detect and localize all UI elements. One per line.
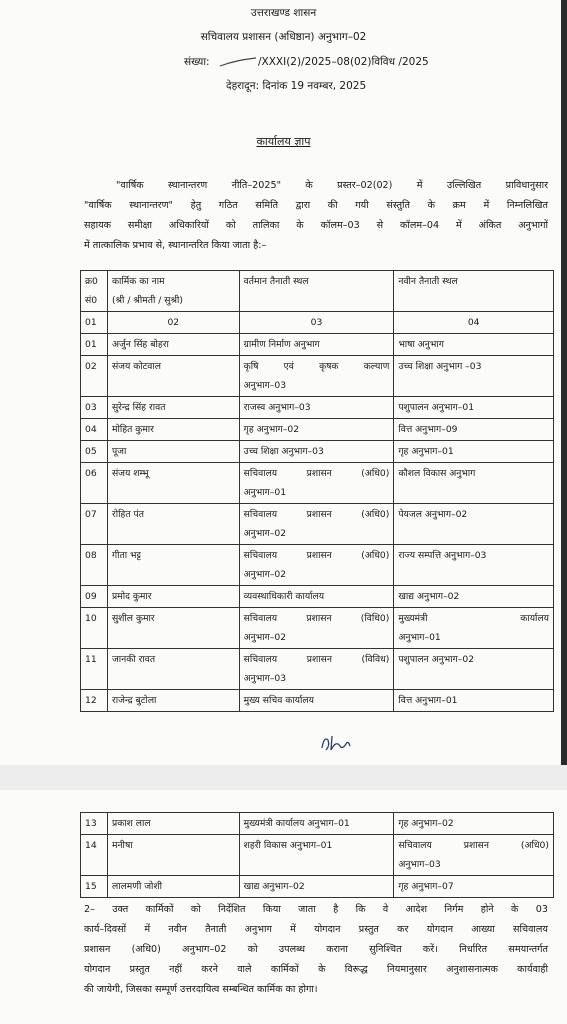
transfer-table-continued xyxy=(80,812,554,898)
new-posting-cell xyxy=(394,334,554,356)
new-posting-cell xyxy=(394,835,554,876)
intro-paragraph xyxy=(84,176,548,256)
new-posting-cell-line: गृह अनुभाग–01 xyxy=(398,446,454,457)
sno-cell: 12 xyxy=(81,690,108,712)
current-posting-cell-line: व्यवस्थाधिकारी कार्यालय xyxy=(243,591,325,602)
current-posting-cell-line: उच्च शिक्षा अनुभाग–03 xyxy=(243,446,324,457)
table-row xyxy=(81,690,554,712)
name-cell: जानकी रावत xyxy=(107,649,239,690)
current-posting-cell xyxy=(239,419,394,441)
table-row xyxy=(81,397,554,419)
para2-line-3: प्रशासन (अधि0) अनुभाग–02 को उपलब्ध कराना सुनिश्चित करें। निर्धारित समयान्तर्गत xyxy=(84,944,548,955)
name-cell: गीता भट्ट xyxy=(107,545,239,586)
table-row xyxy=(81,441,554,463)
sno-cell: 04 xyxy=(81,419,108,441)
intro-line-2: "वार्षिक स्थानान्तरण" हेतु गठित समिति द्वारा की गयी संस्तुति के क्रम में निम्नलिखित xyxy=(84,200,548,211)
new-posting-cell xyxy=(394,504,554,545)
name-header: कार्मिक का नाम (श्री / श्रीमती / सुश्री) xyxy=(107,271,239,312)
sno-cell: 14 xyxy=(81,835,108,876)
current-posting-cell xyxy=(239,441,394,463)
name-cell: रोहित पंत xyxy=(107,504,239,545)
new-posting-cell xyxy=(394,545,554,586)
current-posting-cell-line: ग्रामीण निर्माण अनुभाग xyxy=(243,339,320,350)
sno-cell: 02 xyxy=(81,356,108,397)
current-posting-cell xyxy=(239,876,394,898)
document-page-2 xyxy=(0,790,567,1024)
new-posting-cell-line: अनुभाग–03 xyxy=(398,859,441,870)
current-posting-cell-line: अनुभाग–02 xyxy=(243,528,287,539)
current-posting-cell xyxy=(239,356,394,397)
name-cell: संजय शम्भू xyxy=(107,463,239,504)
new-posting-cell-line: वित्त अनुभाग–01 xyxy=(398,695,458,706)
sno-cell: 07 xyxy=(81,504,108,545)
para-2 xyxy=(84,900,548,1000)
sno-cell: 03 xyxy=(81,397,108,419)
new-posting-cell-line: पशुपालन अनुभाग–02 xyxy=(398,654,475,665)
current-posting-cell xyxy=(239,608,394,649)
new-posting-cell-line: सचिवालय प्रशासन (अधि0) xyxy=(398,840,549,851)
govt-heading: उत्तराखण्ड शासन xyxy=(250,7,317,19)
sno-cell: 08 xyxy=(81,545,108,586)
new-posting-cell-line: खाद्य अनुभाग–02 xyxy=(398,591,460,602)
current-posting-cell-line: सचिवालय प्रशासन (विविध) xyxy=(243,654,390,665)
current-posting-cell-line: मुख्यमंत्री कार्यालय अनुभाग–01 xyxy=(243,818,350,829)
current-posting-cell-line: सचिवालय प्रशासन (अधि0) xyxy=(243,468,390,479)
transfer-table xyxy=(80,270,554,712)
handwritten-stroke xyxy=(218,56,258,70)
sno-cell: 11 xyxy=(81,649,108,690)
sno-cell: 09 xyxy=(81,586,108,608)
current-posting-cell-line: मुख्य सचिव कार्यालय xyxy=(243,695,314,706)
new-posting-cell xyxy=(394,690,554,712)
table-row xyxy=(81,876,554,898)
name-cell: प्रमोद कुमार xyxy=(107,586,239,608)
table-row xyxy=(81,356,554,397)
current-posting-cell-line: अनुभाग–02 xyxy=(243,632,287,643)
current-posting-cell-line: खाद्य अनुभाग–02 xyxy=(243,881,305,892)
current-posting-cell-line: गृह अनुभाग–02 xyxy=(243,424,300,435)
table-row xyxy=(81,608,554,649)
intro-line-3: सहायक समीक्षा अधिकारियों को तालिका के कॉलम–03 से कॉलम–04 में अंकित अनुभागों xyxy=(84,220,548,231)
sno-cell: 05 xyxy=(81,441,108,463)
name-cell: मनीषा xyxy=(107,835,239,876)
current-posting-cell xyxy=(239,649,394,690)
sno-cell: 10 xyxy=(81,608,108,649)
sno-cell: 15 xyxy=(81,876,108,898)
current-posting-cell xyxy=(239,504,394,545)
current-posting-cell xyxy=(239,835,394,876)
current-posting-cell xyxy=(239,813,394,835)
current-posting-cell-line: अनुभाग–02 xyxy=(243,569,287,580)
current-posting-cell-line: सचिवालय प्रशासन (अधि0) xyxy=(243,509,390,520)
current-posting-cell-line: कृषि एवं कृषक कल्याण xyxy=(243,361,390,372)
table-row xyxy=(81,586,554,608)
col-number: 01 xyxy=(81,312,108,334)
name-cell: लालमणी जोशी xyxy=(107,876,239,898)
intro-line-1: "वार्षिक स्थानान्तरण नीति–2025" के प्रस्तर–02(02) में उल्लिखित प्राविधानुसार xyxy=(116,180,548,191)
current-posting-cell xyxy=(239,334,394,356)
table-header-row xyxy=(81,271,554,312)
sno-cell: 06 xyxy=(81,463,108,504)
department-heading: सचिवालय प्रशासन (अधिष्ठान) अनुभाग–02 xyxy=(200,31,367,43)
current-posting-cell-line: राजस्व अनुभाग–03 xyxy=(243,402,311,413)
col-number: 02 xyxy=(107,312,239,334)
sno-cell: 13 xyxy=(81,813,108,835)
name-cell: सुरेन्द्र सिंह रावत xyxy=(107,397,239,419)
scan-edge-shadow xyxy=(561,0,567,765)
name-cell: प्रकाश लाल xyxy=(107,813,239,835)
para2-line-5: की जायेगी, जिसका सम्पूर्ण उत्तरदायित्व सम्बन्धित कार्मिक का होगा। xyxy=(84,984,318,995)
document-title: कार्यालय ज्ञाप xyxy=(256,135,311,148)
current-posting-cell-line: अनुभाग–03 xyxy=(243,673,287,684)
new-posting-cell xyxy=(394,813,554,835)
name-cell: सुशील कुमार xyxy=(107,608,239,649)
initials-signature xyxy=(318,730,358,754)
page-gap xyxy=(0,765,567,790)
table-row xyxy=(81,419,554,441)
new-posting-cell xyxy=(394,876,554,898)
name-cell: अर्जुन सिंह बोहरा xyxy=(107,334,239,356)
name-cell: संजय कोटवाल xyxy=(107,356,239,397)
new-posting-cell-line: उच्च शिक्षा अनुभाग –03 xyxy=(398,361,482,372)
new-posting-header: नवीन तैनाती स्थल xyxy=(394,271,554,312)
current-posting-cell xyxy=(239,463,394,504)
new-posting-cell-line: राज्य सम्पत्ति अनुभाग–03 xyxy=(398,550,487,561)
new-posting-cell-line: पेयजल अनुभाग–02 xyxy=(398,509,468,520)
para2-line-2: कार्य–दिवसों में नवीन तैनाती अनुभाग में योगदान प्रस्तुत कर योगदान आख्या सचिवालय xyxy=(84,924,548,935)
new-posting-cell-line: पशुपालन अनुभाग–01 xyxy=(398,402,475,413)
name-cell: पूजा xyxy=(107,441,239,463)
intro-line-4: में तात्कालिक प्रभाव से, स्थानान्तरित किया जाता है:– xyxy=(84,240,267,251)
current-posting-cell-line: शहरी विकास अनुभाग–01 xyxy=(243,840,333,851)
new-posting-cell xyxy=(394,586,554,608)
table-row xyxy=(81,463,554,504)
sno-header: क्र0 सं0 xyxy=(81,271,108,312)
para2-line-1: 2– उक्त कार्मिकों को निर्देशित किया जाता है कि वे आदेश निर्गम होने के 03 xyxy=(84,904,548,915)
col-number: 04 xyxy=(394,312,554,334)
name-cell: मोहित कुमार xyxy=(107,419,239,441)
new-posting-cell xyxy=(394,463,554,504)
current-posting-cell xyxy=(239,397,394,419)
col-number: 03 xyxy=(239,312,394,334)
table-row xyxy=(81,649,554,690)
sno-cell: 01 xyxy=(81,334,108,356)
new-posting-cell xyxy=(394,419,554,441)
ref-number: /XXXI(2)/2025–08(02)विविध /2025 xyxy=(258,56,429,68)
name-cell: राजेन्द्र बुटोला xyxy=(107,690,239,712)
current-posting-cell-line: सचिवालय प्रशासन (अधि0) xyxy=(243,550,390,561)
current-posting-cell-line: अनुभाग–03 xyxy=(243,380,287,391)
table-row xyxy=(81,813,554,835)
new-posting-cell xyxy=(394,649,554,690)
new-posting-cell xyxy=(394,441,554,463)
para2-line-4: योगदान प्रस्तुत नहीं करने वाले कार्मिकों के विरूद्ध नियमानुसार अनुशासनात्मक कार्यवाही xyxy=(84,964,548,975)
new-posting-cell xyxy=(394,608,554,649)
new-posting-cell xyxy=(394,356,554,397)
new-posting-cell-line: वित्त अनुभाग–09 xyxy=(398,424,458,435)
current-posting-cell-line: अनुभाग–01 xyxy=(243,487,287,498)
column-number-row xyxy=(81,312,554,334)
new-posting-cell xyxy=(394,397,554,419)
current-posting-cell-line: सचिवालय प्रशासन (विधि0) xyxy=(243,613,390,624)
new-posting-cell-line: अनुभाग–01 xyxy=(398,632,441,643)
current-posting-cell xyxy=(239,690,394,712)
date-line: देहरादून: दिनांक 19 नवम्बर, 2025 xyxy=(226,80,367,92)
table-row xyxy=(81,545,554,586)
ref-label: संख्या: xyxy=(184,56,210,68)
table-row xyxy=(81,334,554,356)
new-posting-cell-line: गृह अनुभाग–07 xyxy=(398,881,454,892)
table-row xyxy=(81,835,554,876)
current-posting-cell xyxy=(239,586,394,608)
current-posting-cell xyxy=(239,545,394,586)
new-posting-cell-line: गृह अनुभाग–02 xyxy=(398,818,454,829)
current-posting-header: वर्तमान तैनाती स्थल xyxy=(239,271,394,312)
new-posting-cell-line: मुख्यमंत्री कार्यालय xyxy=(398,613,549,624)
new-posting-cell-line: कौशल विकास अनुभाग xyxy=(398,468,476,479)
table-row xyxy=(81,504,554,545)
new-posting-cell-line: भाषा अनुभाग xyxy=(398,339,444,350)
